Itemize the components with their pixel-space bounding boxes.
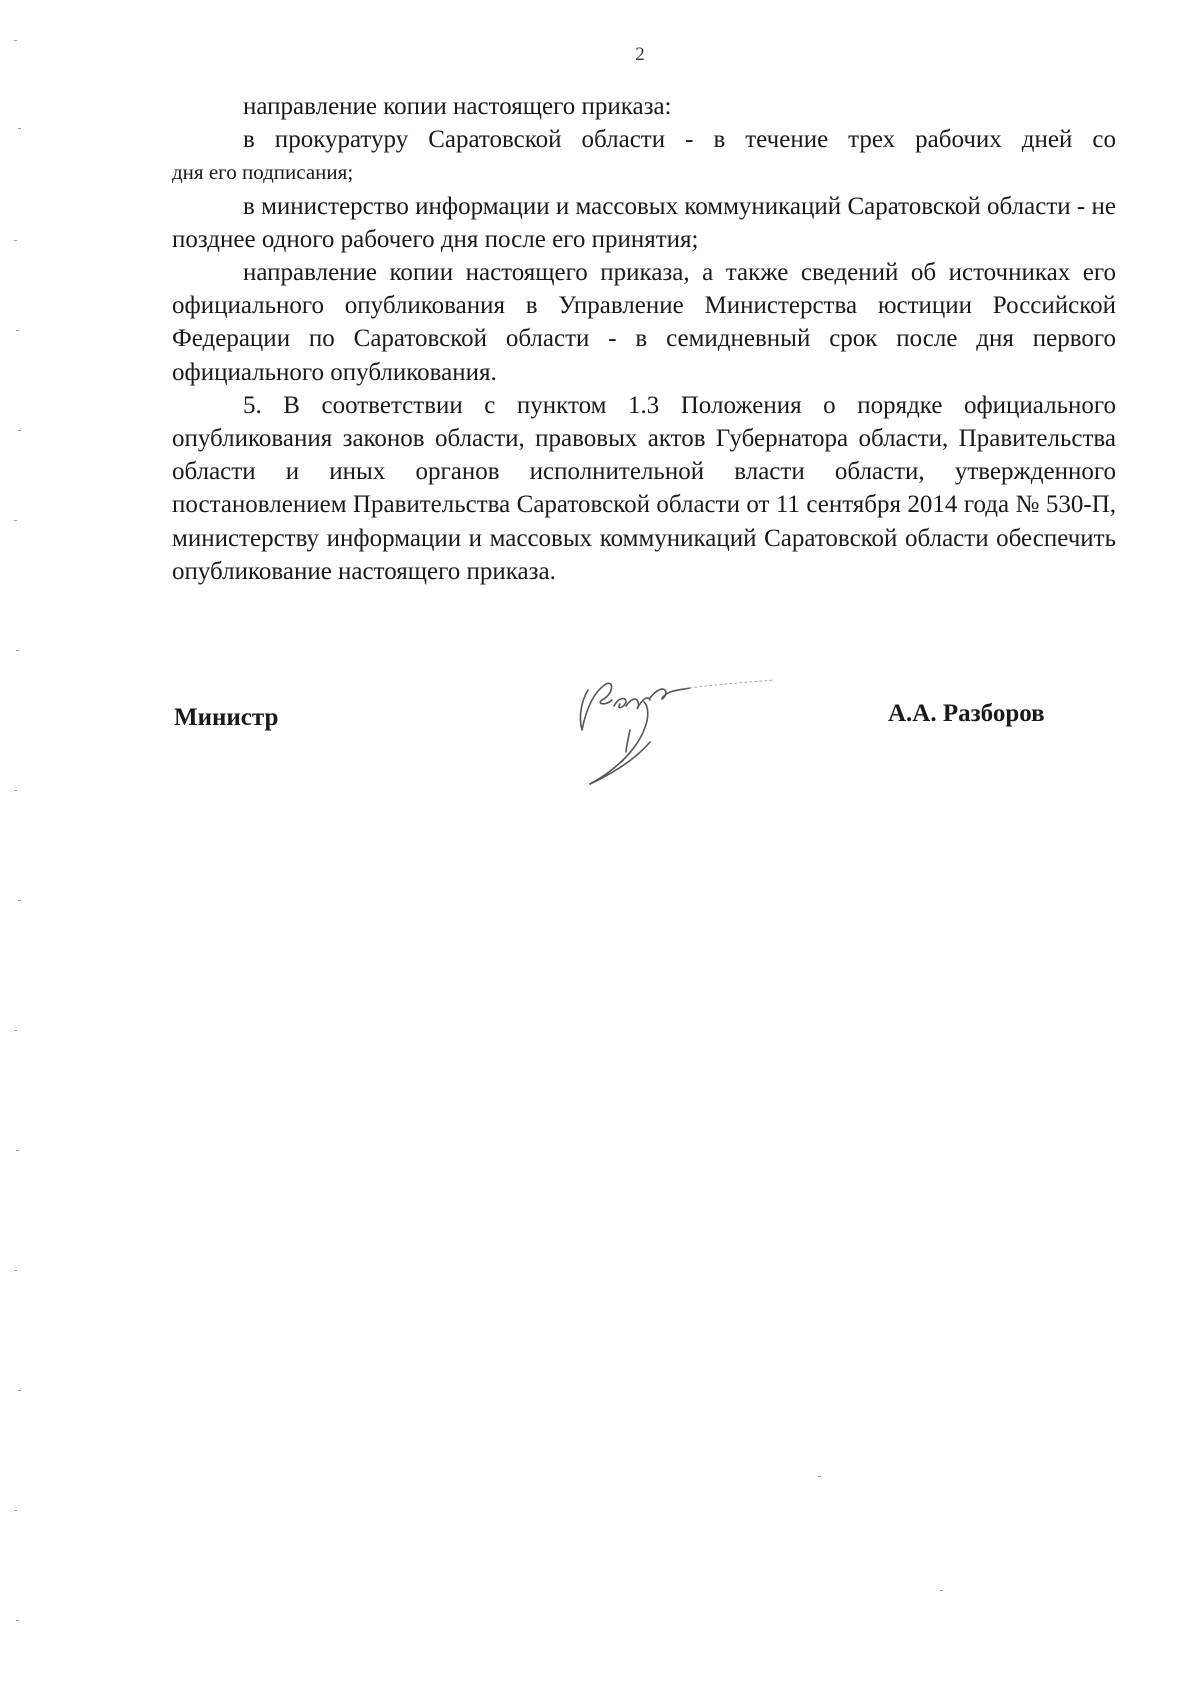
scan-speck <box>18 900 21 901</box>
scan-speck <box>14 520 17 521</box>
paragraph-signing-day: дня его подписания; <box>172 160 354 185</box>
paragraph-justice-ministry: направление копии настоящего приказа, а также сведений об источниках его официального опубликования в Управление Министерства юстиции Российской Федерации по Саратовской области - в семидневный срок после дня первого официального опубликования. <box>172 259 1116 386</box>
document-body <box>172 90 1116 588</box>
scan-speck <box>940 1590 943 1591</box>
scan-speck <box>16 1150 19 1151</box>
paragraph-prosecutor: в прокуратуру Саратовской области - в течение трех рабочих дней со <box>243 126 1116 154</box>
handwritten-signature-icon <box>560 660 780 795</box>
scan-speck <box>14 790 17 791</box>
signatory-title: Министр <box>174 704 279 731</box>
scan-speck <box>14 1270 17 1271</box>
scan-speck <box>18 1390 21 1391</box>
scan-speck <box>18 430 21 431</box>
scan-speck <box>18 128 21 129</box>
scan-margin-marks <box>10 0 26 1697</box>
scan-speck <box>16 1620 19 1621</box>
page-number: 2 <box>635 44 645 65</box>
paragraph-copy-direction: направление копии настоящего приказа: <box>243 93 672 120</box>
scan-speck <box>16 330 19 331</box>
scan-speck <box>14 240 17 241</box>
scan-speck <box>16 650 19 651</box>
scan-speck <box>14 1510 17 1511</box>
scan-speck <box>14 40 17 41</box>
paragraph-item-5: 5. В соответствии с пунктом 1.3 Положения о порядке официального опубликования законов области, правовых актов Губернатора области, Правительства области и иных органов исполнительной власти области, утвержденного постановлением Правительства Саратовской области от 11 сентября 2014 года № 530-П, министерству информации и массовых коммуникаций Саратовской области обеспечить опубликование настоящего приказа. <box>172 391 1116 585</box>
signatory-name: А.А. Разборов <box>888 700 1045 727</box>
scan-speck <box>818 1476 821 1477</box>
scan-speck <box>14 1030 17 1031</box>
paragraph-ministry-info: в министерство информации и массовых коммуникаций Саратовской области - не позднее одного рабочего дня после его принятия; <box>172 192 1116 253</box>
